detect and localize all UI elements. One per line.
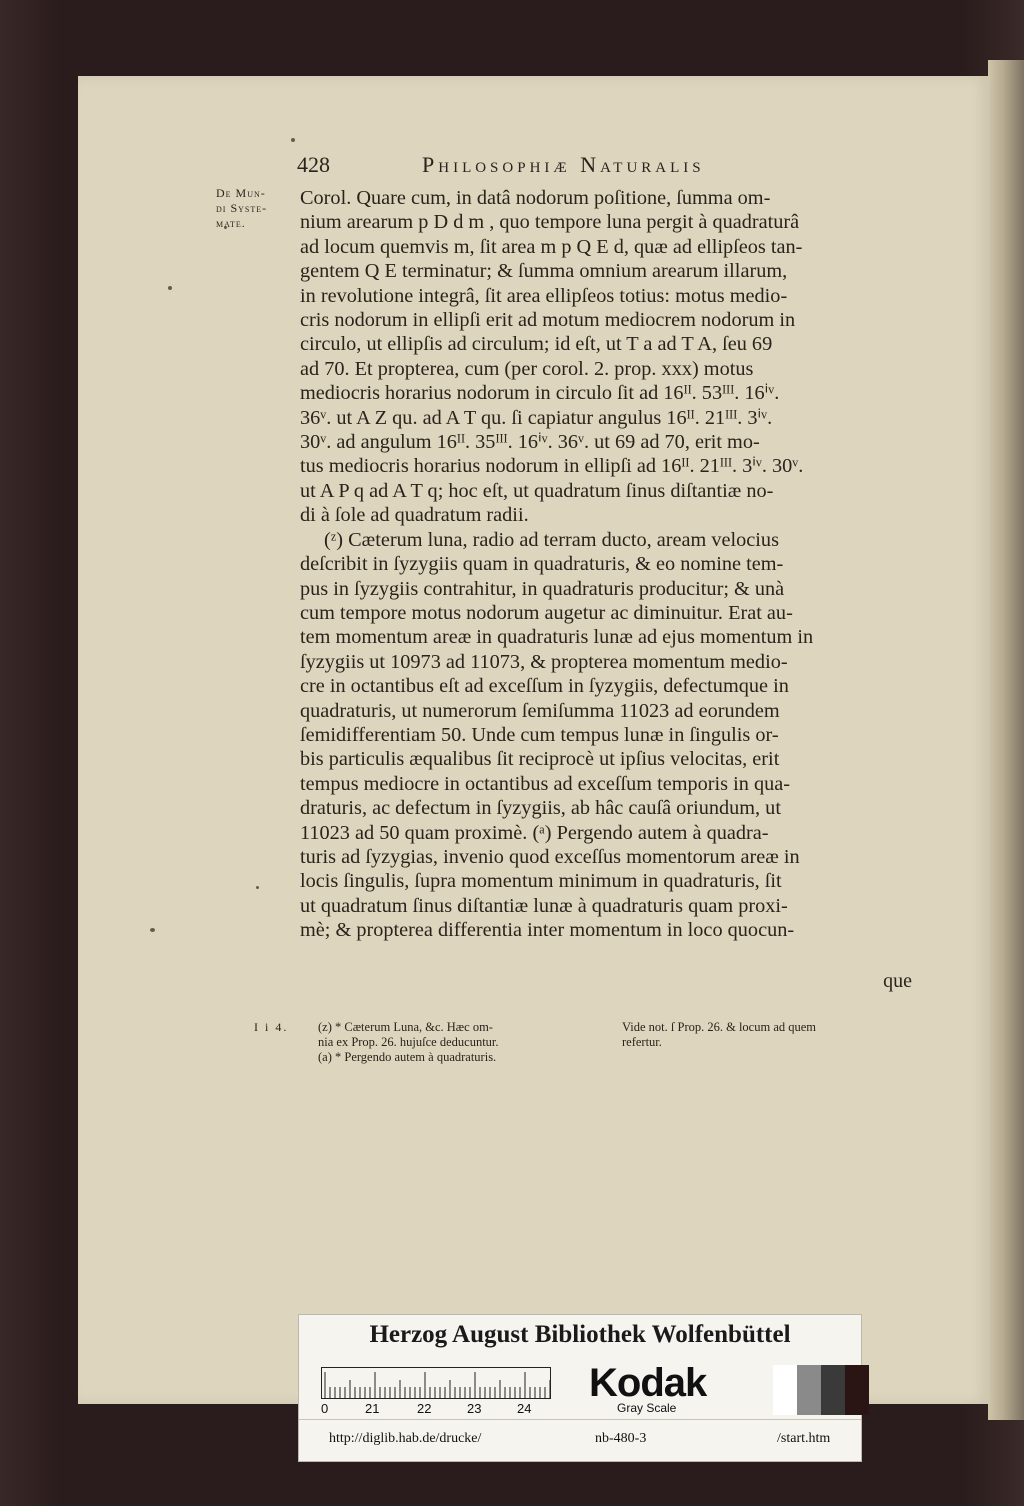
page-header — [297, 152, 907, 182]
text-line: quadraturis, ut numerorum ſemiſumma 11023 ad eorundem — [300, 699, 780, 722]
scale-ruler — [321, 1361, 831, 1419]
text-line: turis ad ſyzygias, invenio quod exceſſus momentorum areæ in — [300, 845, 800, 868]
footnotes-left — [318, 1020, 610, 1065]
marginal-line: mate. — [216, 216, 246, 230]
foxing-spot — [256, 886, 259, 889]
footnote-line: Vide not. ſ Prop. 26. & locum ad quem — [622, 1020, 817, 1034]
text-line: tempus mediocre in octantibus ad exceſſum temporis in qua- — [300, 772, 790, 795]
swatch-black — [845, 1365, 869, 1415]
running-title: Philosophiæ Naturalis — [422, 152, 705, 177]
library-target-card — [298, 1314, 862, 1462]
text-line: tem momentum areæ in quadraturis lunæ ad ejus momentum in — [300, 626, 814, 649]
swatch-white — [773, 1365, 797, 1415]
ruler-number: 22 — [417, 1401, 432, 1416]
text-line: pus in ſyzygiis contrahitur, in quadraturis producitur; & unà — [300, 577, 785, 600]
text-line: 30ᵛ. ad angulum 16ᴵᴵ. 35ᴵᴵᴵ. 16ⁱᵛ. 36ᵛ. ut 69 ad 70, erit mo- — [300, 431, 760, 454]
text-line: mediocris horarius nodorum in circulo ſit ad 16ᴵᴵ. 53ᴵᴵᴵ. 16ⁱᵛ. — [300, 382, 780, 405]
text-line: circulo, ut ellipſis ad circulum; id eſt, ut T a ad T A, ſeu 69 — [300, 333, 773, 356]
body-text — [300, 186, 912, 943]
gray-swatches — [773, 1365, 869, 1415]
text-line: tus mediocris horarius nodorum in ellipſi ad 16ᴵᴵ. 21ᴵᴵᴵ. 3ⁱᵛ. 30ᵛ. — [300, 455, 804, 478]
card-footer — [299, 1425, 861, 1455]
text-line: locis ſingulis, ſupra momentum minimum in quadraturis, ſit — [300, 870, 782, 893]
ruler-number: 21 — [365, 1401, 380, 1416]
library-name: Herzog August Bibliothek Wolfenbüttel — [369, 1321, 791, 1348]
foxing-spot — [168, 286, 172, 290]
marginal-line: De Mun- — [216, 186, 266, 200]
signature-mark: I i 4. — [254, 1020, 289, 1034]
text-line: deſcribit in ſyzygiis quam in quadraturis, & eo nomine tem- — [300, 553, 784, 576]
card-divider — [299, 1419, 861, 1420]
text-line: ad 70. Et propterea, cum (per corol. 2. prop. xxx) motus — [300, 357, 754, 380]
text-line: ſemidifferentiam 50. Unde cum tempus lunæ in ſingulis or- — [300, 723, 779, 746]
text-line: in revolutione integrâ, ſit area ellipſeos totius: motus medio- — [300, 284, 788, 307]
swatch-mid-gray — [797, 1365, 821, 1415]
text-line: Corol. Quare cum, in datâ nodorum poſitione, ſumma om- — [300, 187, 771, 209]
text-line: cre in octantibus eſt ad exceſſum in ſyzygiis, defectumque in — [300, 675, 789, 698]
text-line: ut A P q ad A T q; hoc eſt, ut quadratum ſinus diſtantiæ no- — [300, 479, 774, 502]
gray-scale-label: Gray Scale — [617, 1401, 677, 1415]
ruler-number: 0 — [321, 1401, 329, 1416]
text-line: 11023 ad 50 quam proximè. (ᵃ) Pergendo autem à quadra- — [300, 821, 769, 844]
start-path: /start.htm — [777, 1431, 831, 1446]
footnote-line: nia ex Prop. 26. hujuſce deducuntur. — [318, 1035, 499, 1049]
ruler-ticks — [321, 1367, 551, 1399]
text-line: ut quadratum ſinus diſtantiæ lunæ à quadraturis quam proxi- — [300, 894, 788, 917]
text-line: draturis, ac defectum in ſyzygiis, ab hâc cauſâ oriundum, ut — [300, 797, 781, 820]
catchword: que — [883, 970, 912, 992]
marginal-note — [216, 186, 294, 231]
kodak-logo: Kodak — [589, 1361, 707, 1405]
library-url[interactable]: http://diglib.hab.de/drucke/ — [329, 1431, 482, 1446]
footnotes-right — [622, 1020, 918, 1050]
text-line: mè; & propterea differentia inter momentum in loco quocun- — [300, 919, 795, 942]
text-line: cum tempore motus nodorum augetur ac diminuitur. Erat au- — [300, 601, 793, 624]
text-line: ſyzygiis ut 10973 ad 11073, & propterea momentum medio- — [300, 650, 788, 673]
foxing-spot — [150, 928, 155, 932]
ruler-numbers — [321, 1401, 551, 1417]
text-line: bis particulis æqualibus ſit reciprocè ut ipſius velocitas, erit — [300, 748, 780, 771]
footnote-line: (a) * Pergendo autem à quadraturis. — [318, 1050, 497, 1064]
shelfmark: nb-480-3 — [595, 1431, 647, 1446]
facing-page-edge — [988, 60, 1024, 1420]
text-line: cris nodorum in ellipſi erit ad motum mediocrem nodorum in — [300, 309, 796, 332]
ruler-number: 24 — [517, 1401, 532, 1416]
text-line: gentem Q E terminatur; & ſumma omnium arearum illarum, — [300, 260, 788, 283]
text-line: (ᶻ) Cæterum luna, radio ad terram ducto, aream velocius — [324, 528, 779, 551]
text-line: ad locum quemvis m, ſit area m p Q E d, quæ ad ellipſeos tan- — [300, 235, 803, 258]
text-line: 36ᵛ. ut A Z qu. ad A T qu. ſi capiatur angulus 16ᴵᴵ. 21ᴵᴵᴵ. 3ⁱᵛ. — [300, 406, 773, 429]
footnote-line: (z) * Cæterum Luna, &c. Hæc om- — [318, 1020, 493, 1034]
text-line: nium arearum p D d m , quo tempore luna pergit à quadraturâ — [300, 211, 800, 234]
marginal-line: di Syste- — [216, 201, 268, 215]
text-line: di à ſole ad quadratum radii. — [300, 504, 529, 527]
page-number: 428 — [297, 152, 330, 177]
foxing-spot — [291, 138, 295, 142]
ruler-frame — [322, 1368, 551, 1399]
swatch-dark-gray — [821, 1365, 845, 1415]
ruler-number: 23 — [467, 1401, 482, 1416]
footnote-line: refertur. — [622, 1035, 662, 1049]
